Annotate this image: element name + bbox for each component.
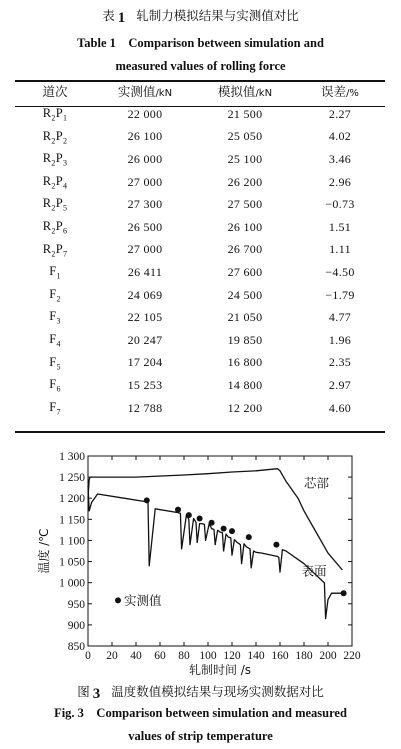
x-tick-label: 120 — [223, 650, 241, 662]
pass-id-s1: 2 — [51, 249, 56, 259]
pass-id-id: F — [49, 399, 57, 414]
pass-id-cell — [15, 352, 95, 375]
column-header-text: 实测值 — [117, 84, 156, 99]
simulated-cell: 25 050 — [227, 129, 263, 144]
y-tick-label: 1 200 — [59, 493, 85, 506]
column-header-text: 误差 — [321, 84, 347, 99]
measured-cell: 17 204 — [127, 355, 163, 370]
figure-caption-number: 3 — [92, 686, 101, 702]
simulated-cell: 14 800 — [227, 377, 263, 392]
error-cell: 2.96 — [328, 174, 352, 189]
pass-id-cell — [15, 374, 95, 397]
pass-id-m: P — [55, 241, 63, 256]
pass-id-id: R — [42, 196, 52, 211]
x-tick-label: 100 — [199, 650, 217, 662]
table-caption — [0, 6, 401, 27]
measured-point — [144, 497, 150, 503]
x-tick-label: 220 — [343, 650, 361, 662]
pass-id-s1: 2 — [51, 136, 56, 146]
measured-point — [246, 534, 252, 540]
table-row — [15, 193, 385, 216]
simulated-cell: 24 500 — [227, 287, 263, 302]
figure-caption-text: 温度数值模拟结果与现场实测数据对比 — [111, 684, 324, 699]
table-row — [15, 261, 385, 284]
pass-id-m: P — [55, 219, 63, 234]
pass-id-s2: 4 — [62, 181, 68, 191]
simulated-cell: 27 600 — [227, 264, 263, 279]
table-row — [15, 306, 385, 329]
measured-cell: 26 411 — [127, 264, 163, 279]
measured-cell: 24 069 — [127, 287, 163, 302]
y-tick-label: 950 — [67, 598, 85, 611]
error-cell: 2.27 — [328, 106, 352, 121]
pass-id-cell — [15, 329, 95, 352]
y-tick-label: 1 050 — [59, 556, 85, 569]
pass-id-s1: 3 — [56, 316, 61, 326]
x-tick-label: 160 — [271, 650, 289, 662]
measured-cell: 12 788 — [127, 400, 163, 415]
temperature-chart — [0, 444, 401, 679]
simulated-cell: 19 850 — [227, 332, 263, 347]
y-axis-label: 温度 /℃ — [37, 528, 51, 574]
y-tick-label: 850 — [67, 641, 85, 653]
column-header-unit: /kN — [255, 88, 273, 99]
simulated-cell: 21 500 — [227, 106, 263, 121]
error-cell: 1.96 — [328, 332, 352, 347]
table-row — [15, 171, 385, 194]
simulated-cell: 26 200 — [227, 174, 263, 189]
pass-id-m: P — [55, 106, 63, 121]
table-row — [15, 103, 385, 126]
figure-caption-en-line2: values of strip temperature — [128, 729, 273, 743]
figure-caption — [0, 682, 401, 703]
table-body — [15, 103, 385, 419]
measured-point — [229, 528, 235, 534]
pass-id-cell — [15, 261, 95, 284]
pass-id-cell — [15, 126, 95, 149]
pass-id-cell — [15, 306, 95, 329]
pass-id-s1: 2 — [51, 203, 56, 213]
pass-id-s1: 4 — [56, 339, 61, 349]
table-row — [15, 397, 385, 420]
pass-id-id: R — [42, 219, 52, 234]
measured-cell: 27 300 — [127, 197, 163, 212]
x-tick-label: 200 — [319, 650, 337, 662]
error-cell: −1.79 — [325, 287, 355, 302]
simulated-cell: 26 100 — [227, 219, 263, 234]
measured-point — [175, 507, 181, 513]
pass-id-id: F — [49, 331, 57, 346]
table-row — [15, 216, 385, 239]
measured-cell: 15 253 — [127, 377, 163, 392]
pass-id-s2: 2 — [62, 136, 68, 146]
pass-id-s1: 7 — [56, 407, 61, 417]
column-header-2 — [195, 79, 295, 103]
table-row — [15, 284, 385, 307]
measured-point — [209, 520, 215, 526]
x-tick-label: 140 — [247, 650, 265, 662]
x-axis-label: 轧制时间 /s — [188, 663, 252, 677]
pass-id-m: P — [55, 128, 63, 143]
surface-annotation: 表面 — [301, 563, 327, 579]
figure-caption-prefix: 图 — [77, 684, 90, 699]
pass-id-s1: 2 — [51, 158, 56, 168]
table-row — [15, 148, 385, 171]
measured-point — [186, 512, 192, 518]
x-tick-label: 180 — [295, 650, 313, 662]
simulated-cell: 27 500 — [227, 197, 263, 212]
pass-id-id: R — [42, 173, 52, 188]
pass-id-s1: 6 — [56, 384, 61, 394]
measured-point — [221, 526, 227, 532]
error-cell: 2.35 — [328, 355, 352, 370]
pass-id-cell — [15, 103, 95, 126]
y-tick-label: 1 000 — [59, 577, 85, 590]
simulated-cell: 16 800 — [227, 355, 263, 370]
measured-cell: 22 105 — [127, 310, 163, 325]
y-tick-label: 1 250 — [59, 472, 85, 485]
table-row — [15, 352, 385, 375]
pass-id-id: R — [42, 106, 52, 121]
x-tick-label: 80 — [178, 650, 190, 662]
pass-id-cell — [15, 171, 95, 194]
error-cell: 2.97 — [328, 377, 352, 392]
pass-id-s1: 2 — [51, 181, 56, 191]
pass-id-id: R — [42, 128, 52, 143]
measured-cell: 22 000 — [127, 106, 163, 121]
core-annotation: 芯部 — [304, 475, 330, 491]
y-tick-label: 900 — [67, 619, 85, 632]
figure-caption-en-line1: Fig. 3 Comparison between simulation and measured — [54, 706, 347, 720]
simulated-cell: 26 700 — [227, 242, 263, 257]
column-header-unit: /% — [346, 88, 359, 99]
table-row — [15, 239, 385, 262]
pass-id-cell — [15, 216, 95, 239]
pass-id-s1: 2 — [51, 226, 56, 236]
pass-id-id: F — [49, 354, 57, 369]
y-tick-label: 1 300 — [59, 451, 85, 463]
column-header-1 — [95, 79, 195, 103]
pass-id-id: F — [49, 286, 57, 301]
legend-label: 实测值 — [124, 592, 162, 608]
table-row — [15, 329, 385, 352]
pass-id-cell — [15, 284, 95, 307]
rolling-force-table — [15, 79, 385, 419]
y-tick-label: 1 100 — [59, 535, 85, 548]
error-cell: 1.51 — [328, 219, 352, 234]
x-tick-label: 0 — [85, 650, 91, 662]
table-caption-number: 1 — [117, 10, 126, 26]
measured-cell: 27 000 — [127, 242, 163, 257]
column-header-3 — [295, 79, 385, 103]
error-cell: −0.73 — [325, 197, 355, 212]
pass-id-cell — [15, 193, 95, 216]
measured-cell: 26 100 — [127, 129, 163, 144]
column-header-unit: /kN — [155, 88, 173, 99]
pass-id-s2: 3 — [62, 158, 68, 168]
table-caption-prefix: 表 — [102, 8, 115, 23]
simulated-cell: 25 100 — [227, 151, 263, 166]
table-caption-en-line2: measured values of rolling force — [115, 59, 286, 73]
legend-marker — [115, 597, 121, 603]
measured-cell: 26 000 — [127, 151, 163, 166]
pass-id-m: P — [55, 196, 63, 211]
pass-id-s2: 7 — [62, 249, 68, 259]
y-tick-label: 1 150 — [59, 514, 85, 527]
column-header-text: 模拟值 — [217, 84, 256, 99]
pass-id-s1: 5 — [56, 362, 61, 372]
pass-id-s1: 1 — [56, 271, 61, 281]
measured-cell: 26 500 — [127, 219, 163, 234]
table-row — [15, 374, 385, 397]
error-cell: 4.02 — [328, 129, 352, 144]
x-tick-label: 40 — [130, 650, 142, 662]
measured-cell: 20 247 — [127, 332, 163, 347]
column-header-0 — [15, 79, 95, 103]
column-header-text: 道次 — [42, 84, 68, 99]
error-cell: 3.46 — [328, 151, 352, 166]
pass-id-cell — [15, 239, 95, 262]
table-caption-text: 轧制力模拟结果与实测值对比 — [136, 8, 299, 23]
measured-cell: 27 000 — [127, 174, 163, 189]
pass-id-id: F — [49, 264, 57, 279]
simulated-cell: 21 050 — [227, 310, 263, 325]
pass-id-id: R — [42, 241, 52, 256]
pass-id-s1: 2 — [56, 294, 61, 304]
pass-id-cell — [15, 397, 95, 420]
pass-id-s1: 2 — [51, 113, 56, 123]
table-row — [15, 126, 385, 149]
pass-id-s2: 1 — [62, 113, 68, 123]
table-header-row — [15, 79, 385, 103]
pass-id-s2: 5 — [62, 203, 68, 213]
measured-point — [273, 542, 279, 548]
pass-id-id: R — [42, 151, 52, 166]
measured-point — [341, 590, 347, 596]
table-caption-en-line1: Table 1 Comparison between simulation and — [77, 36, 324, 50]
pass-id-m: P — [55, 173, 63, 188]
error-cell: 4.60 — [328, 400, 352, 415]
error-cell: −4.50 — [325, 264, 355, 279]
pass-id-id: F — [49, 309, 57, 324]
error-cell: 1.11 — [329, 242, 351, 257]
x-tick-label: 60 — [154, 650, 166, 662]
simulated-cell: 12 200 — [227, 400, 263, 415]
error-cell: 4.77 — [328, 310, 352, 325]
table-bottom-rule — [15, 431, 385, 433]
pass-id-m: P — [55, 151, 63, 166]
pass-id-s2: 6 — [62, 226, 68, 236]
pass-id-cell — [15, 148, 95, 171]
measured-point — [197, 515, 203, 521]
x-tick-label: 20 — [106, 650, 118, 662]
pass-id-id: F — [49, 377, 57, 392]
